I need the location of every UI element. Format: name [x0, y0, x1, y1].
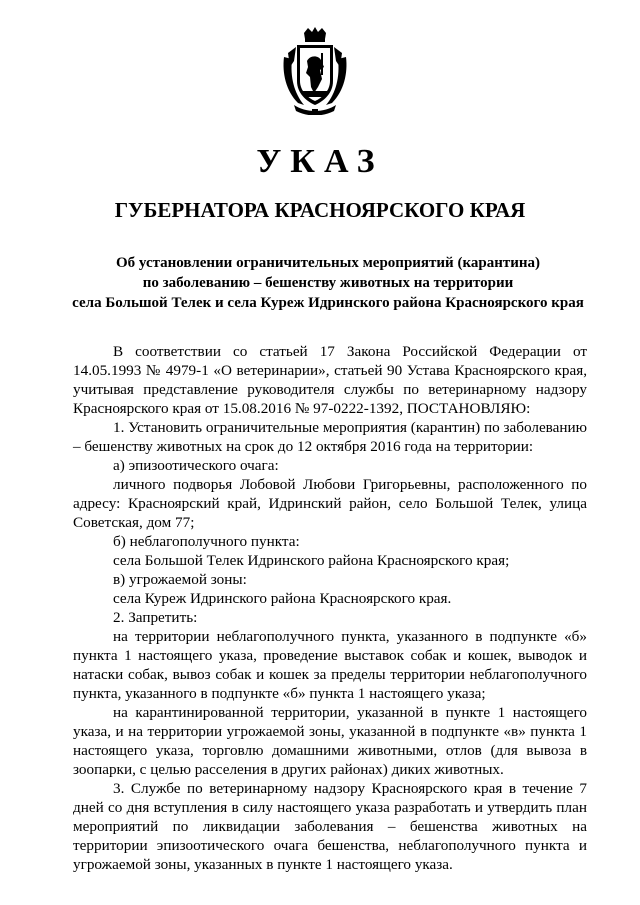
clause-1b-text: села Большой Телек Идринского района Красноярского края; [113, 552, 510, 569]
clause-2a: на территории неблагополучного пункта, указанного в подпункте «б» пункта 1 настоящего указа, проведение выставок собак и кошек, выводок и натаски собак, вывоз собак и кошек за пределы территории неблагополучного пункта, указанного в подпункте «б» пункта 1 настоящего указа; [73, 628, 587, 702]
heading-line-1: Об установлении ограничительных мероприятий (карантина) [115, 255, 540, 271]
coat-of-arms-icon [280, 27, 350, 115]
clause-1a-label: а) эпизоотического очага: [113, 457, 279, 474]
clause-1b-label: б) неблагополучного пункта: [113, 533, 300, 550]
document-subtitle: ГУБЕРНАТОРА КРАСНОЯРСКОГО КРАЯ [114, 198, 526, 222]
document-title: УКАЗ [256, 143, 384, 180]
clause-1a-text: личного подворья Лобовой Любови Григорьевны, расположенного по адресу: Красноярский край, Идринский район, село Большой Телек, улица Советская, дом 77; [73, 476, 587, 531]
preamble-paragraph: В соответствии со статьей 17 Закона Российской Федерации от 14.05.1993 № 4979-1 «О ветеринарии», статьей 90 Устава Красноярского края, учитывая представление руководителя службы по ветеринарному надзору Красноярского края от 15.08.2016 № 97-0222-1392, ПОСТАНОВЛЯЮ: [73, 343, 587, 417]
clause-3: 3. Службе по ветеринарному надзору Красноярского края в течение 7 дней со дня вступления в силу настоящего указа разработать и утвердить план мероприятий по ликвидации заболевания – бешенства животных на территории эпизоотического очага бешенства, неблагополучного пункта и угрожаемой зоны, указанных в пункте 1 настоящего указа. [73, 780, 587, 873]
heading-line-3: села Большой Телек и села Куреж Идринского района Красноярского края [72, 295, 584, 311]
clause-1c-text: села Куреж Идринского района Красноярского края. [113, 590, 452, 607]
heading-line-2: по заболеванию – бешенству животных на территории [142, 275, 514, 291]
clause-1c-label: в) угрожаемой зоны: [113, 571, 247, 588]
clause-1: 1. Установить ограничительные мероприятия (карантин) по заболеванию – бешенству животных на срок до 12 октября 2016 года на территории: [73, 419, 587, 455]
clause-2: 2. Запретить: [113, 609, 198, 626]
decree-heading [58, 253, 598, 313]
clause-2b: на карантинированной территории, указанной в пункте 1 настоящего указа, и на территории угрожаемой зоны, указанной в подпункте «в» пункта 1 настоящего указа, торговлю домашними животными, отлов (для вывоза в зоопарки, с целью расселения в других районах) диких животных. [73, 704, 587, 778]
decree-body [73, 342, 587, 874]
